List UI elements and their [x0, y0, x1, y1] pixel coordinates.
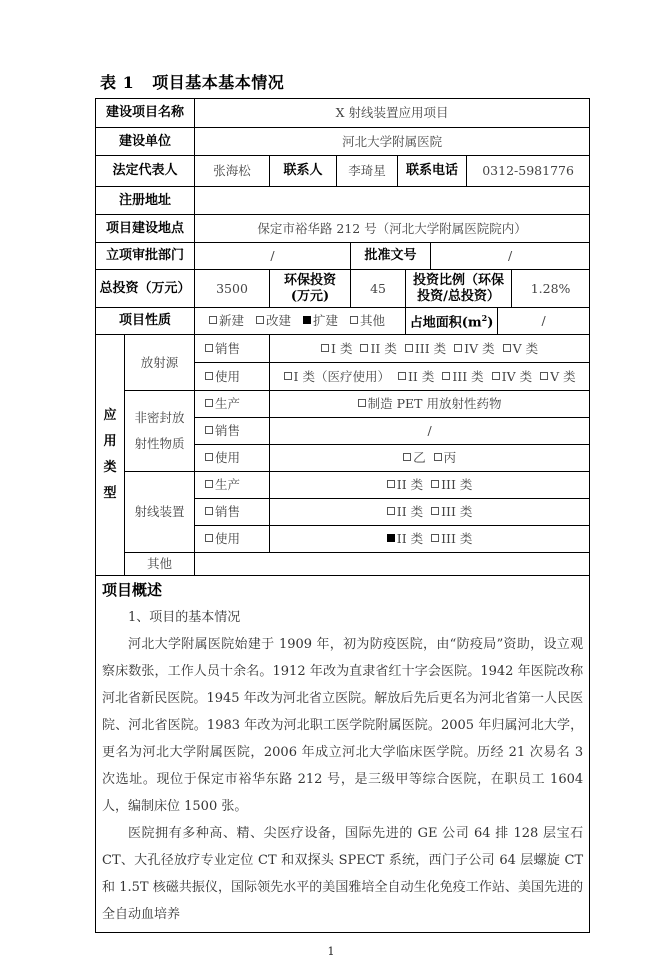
- option[interactable]: [405, 341, 446, 356]
- option-label: 乙: [413, 450, 426, 465]
- table-number: 表 1: [100, 73, 135, 92]
- checkbox-icon: [205, 426, 213, 434]
- option-label: III 类: [441, 531, 473, 546]
- checkbox-icon: [431, 507, 439, 515]
- action-label: 生产: [215, 396, 241, 411]
- action-label: 销售: [215, 504, 241, 519]
- unit-value: 河北大学附属医院: [195, 128, 590, 156]
- option[interactable]: [454, 341, 494, 356]
- nature-options: [195, 308, 406, 335]
- option-label: 扩建: [313, 313, 339, 328]
- area-label-close: ): [487, 315, 494, 331]
- nature-option-other[interactable]: [350, 313, 385, 328]
- checkbox-icon: [205, 507, 213, 515]
- application-type-label: [96, 335, 125, 576]
- checkbox-icon: [209, 316, 217, 324]
- table-title-text: 项目基本基本情况: [152, 73, 285, 92]
- reg-address-label: 注册地址: [96, 187, 195, 215]
- site-value: 保定市裕华路 212 号（河北大学附属医院院内）: [195, 215, 590, 243]
- summary-subheading: 1、项目的基本情况: [128, 610, 241, 625]
- legal-rep-label: 法定代表人: [96, 156, 195, 187]
- rd-produce-action[interactable]: [195, 472, 270, 499]
- us-sale-value: /: [270, 418, 590, 445]
- project-summary: [96, 576, 590, 933]
- project-name-label: 建设项目名称: [96, 99, 195, 128]
- checkbox-icon: [205, 344, 213, 352]
- option-label: V 类: [512, 340, 539, 356]
- option-label: 制造 PET 用放射性药物: [367, 396, 502, 411]
- approval-no-label: 批准文号: [351, 243, 431, 270]
- radioactive-source-label: 放射源: [125, 335, 195, 391]
- unsealed-label-line1: 非密封放: [134, 410, 185, 425]
- checkbox-icon: [454, 344, 462, 352]
- option[interactable]: [431, 504, 472, 519]
- option-label: II 类: [407, 368, 435, 384]
- rd-sale-options: [270, 499, 590, 526]
- option[interactable]: [387, 504, 423, 519]
- option[interactable]: [492, 369, 532, 384]
- ratio-label: [406, 270, 512, 308]
- rd-use-action[interactable]: [195, 526, 270, 553]
- checkbox-icon: [540, 372, 548, 380]
- checkbox-icon: [358, 399, 366, 407]
- option-label: IV 类: [464, 340, 495, 356]
- rs-sale-action[interactable]: [195, 335, 270, 363]
- checkbox-icon: [431, 480, 439, 488]
- checkbox-icon: [403, 453, 411, 461]
- option-label: III 类: [414, 340, 447, 356]
- checkbox-icon: [256, 316, 264, 324]
- phone-label: 联系电话: [398, 156, 467, 187]
- option[interactable]: [434, 450, 457, 465]
- area-label-sup: 2: [481, 313, 488, 324]
- option-label: 新建: [219, 313, 245, 328]
- other-label: 其他: [125, 553, 195, 576]
- env-invest-label-line2: (万元): [290, 288, 330, 304]
- checkbox-icon: [387, 480, 395, 488]
- option[interactable]: [387, 531, 423, 546]
- checkbox-icon: [431, 534, 439, 542]
- unit-label: 建设单位: [96, 128, 195, 156]
- area-value: /: [498, 308, 590, 335]
- action-label: 销售: [215, 423, 241, 438]
- env-invest-value: 45: [351, 270, 406, 308]
- rs-use-options: [270, 363, 590, 391]
- unsealed-label-line2: 射性物质: [134, 436, 185, 451]
- option-label: 改建: [266, 313, 292, 328]
- app-label-char: 型: [103, 486, 117, 501]
- option[interactable]: [431, 477, 472, 492]
- rd-produce-options: [270, 472, 590, 499]
- us-use-options: [270, 445, 590, 472]
- summary-heading: 项目概述: [102, 581, 163, 599]
- option[interactable]: [358, 396, 502, 411]
- approval-no-value: /: [431, 243, 590, 270]
- option-label: II 类: [396, 477, 424, 492]
- option[interactable]: [431, 531, 472, 546]
- nature-option-expand[interactable]: [303, 313, 338, 328]
- rd-sale-action[interactable]: [195, 499, 270, 526]
- total-invest-value: 3500: [195, 270, 270, 308]
- site-label: 项目建设地点: [96, 215, 195, 243]
- approval-dept-label: 立项审批部门: [96, 243, 195, 270]
- option-label: III 类: [452, 368, 484, 384]
- rs-use-action[interactable]: [195, 363, 270, 391]
- option[interactable]: [321, 341, 352, 356]
- contact-label: 联系人: [270, 156, 337, 187]
- action-label: 使用: [215, 531, 241, 546]
- ray-device-label: 射线装置: [125, 472, 195, 553]
- us-produce-options: [270, 391, 590, 418]
- env-invest-label-line1: 环保投资: [284, 272, 337, 288]
- legal-rep-value: 张海松: [195, 156, 270, 187]
- option-label: III 类: [441, 477, 473, 492]
- contact-value: 李琦星: [337, 156, 398, 187]
- other-value: [195, 553, 590, 576]
- area-label: [406, 308, 498, 335]
- nature-option-new[interactable]: [209, 313, 244, 328]
- us-use-action[interactable]: [195, 445, 270, 472]
- option-label: II 类: [396, 531, 424, 546]
- option[interactable]: [403, 450, 426, 465]
- us-sale-action[interactable]: [195, 418, 270, 445]
- option-label: 丙: [443, 450, 457, 465]
- summary-paragraph: 医院拥有多种高、精、尖医疗设备，国际先进的 GE 公司 64 排 128 层宝石 CT、大孔径放疗专业定位 CT 和双探头 SPECT 系统，西门子公司 64 层螺旋 CT 和 1.5T 核磁共振仪，国际领先水平的美国雅培全自动生化免疫工作站、美国先进的全自动血培养: [102, 826, 584, 922]
- project-name-value: X 射线装置应用项目: [195, 99, 590, 128]
- total-invest-label: 总投资（万元）: [96, 270, 195, 308]
- checkbox-icon: [492, 372, 500, 380]
- checkbox-checked-icon: [387, 534, 395, 542]
- app-label-char: 应: [103, 408, 117, 423]
- action-label: 使用: [215, 450, 241, 465]
- option[interactable]: [398, 369, 434, 384]
- action-label: 生产: [215, 477, 241, 492]
- action-label: 销售: [215, 340, 241, 356]
- option-label: IV 类: [501, 368, 533, 384]
- app-label-char: 用: [103, 434, 117, 449]
- reg-address-value: [195, 187, 590, 215]
- checkbox-icon: [442, 372, 450, 380]
- summary-paragraph: 河北大学附属医院始建于 1909 年，初为防疫医院，由“防疫局”资助，设立观察床数张，工作人员十余名。1912 年改为直隶省红十字会医院。1942 年医院改称河北省新民医院。1945 年改为河北省立医院。解放后先后更名为河北省第一人民医院、河北省医院。1983 年改为河北职工医学院附属医院。2005 年归属河北大学，更名为河北大学附属医院，2006 年成立河北大学临床医学院。历经 21 次易名 3 次选址。现位于保定市裕华东路 212 号，是三级甲等综合医院，在职员工 1604 人，编制床位 1500 张。: [102, 637, 584, 814]
- project-info-table: [95, 98, 590, 933]
- option[interactable]: [503, 341, 539, 356]
- app-label-char: 类: [103, 460, 117, 475]
- option[interactable]: [387, 477, 423, 492]
- option-label: II 类: [370, 340, 397, 356]
- option-label: II 类: [396, 504, 424, 519]
- nature-option-rebuild[interactable]: [256, 313, 291, 328]
- option-label: III 类: [441, 504, 473, 519]
- checkbox-checked-icon: [303, 316, 311, 324]
- us-produce-action[interactable]: [195, 391, 270, 418]
- checkbox-icon: [503, 344, 511, 352]
- checkbox-icon: [405, 344, 413, 352]
- checkbox-icon: [205, 534, 213, 542]
- checkbox-icon: [360, 344, 368, 352]
- checkbox-icon: [205, 399, 213, 407]
- checkbox-icon: [387, 507, 395, 515]
- ratio-label-line2: 投资/总投资）: [417, 288, 500, 304]
- env-invest-label: [270, 270, 351, 308]
- rd-use-options: [270, 526, 590, 553]
- checkbox-icon: [205, 372, 213, 380]
- nature-label: 项目性质: [96, 308, 195, 335]
- checkbox-icon: [205, 480, 213, 488]
- checkbox-icon: [205, 453, 213, 461]
- area-label-text: 占地面积(m: [409, 315, 482, 331]
- option[interactable]: [442, 369, 483, 384]
- option-label: I 类: [331, 340, 353, 356]
- checkbox-icon: [284, 372, 292, 380]
- option-label: 其他: [360, 313, 386, 328]
- option[interactable]: [360, 341, 396, 356]
- phone-value: 0312-5981776: [467, 156, 590, 187]
- unsealed-label: [125, 391, 195, 472]
- option[interactable]: [284, 369, 390, 384]
- page-number: 1: [327, 945, 335, 958]
- rs-sale-options: [270, 335, 590, 363]
- checkbox-icon: [350, 316, 358, 324]
- checkbox-icon: [434, 453, 442, 461]
- option-label: V 类: [550, 368, 576, 384]
- option[interactable]: [540, 369, 576, 384]
- checkbox-icon: [398, 372, 406, 380]
- approval-dept-value: /: [195, 243, 351, 270]
- ratio-label-line1: 投资比例（环保: [413, 272, 505, 288]
- ratio-value: 1.28%: [512, 270, 590, 308]
- option-label: I 类（医疗使用）: [293, 368, 390, 384]
- action-label: 使用: [215, 368, 241, 384]
- checkbox-icon: [321, 344, 329, 352]
